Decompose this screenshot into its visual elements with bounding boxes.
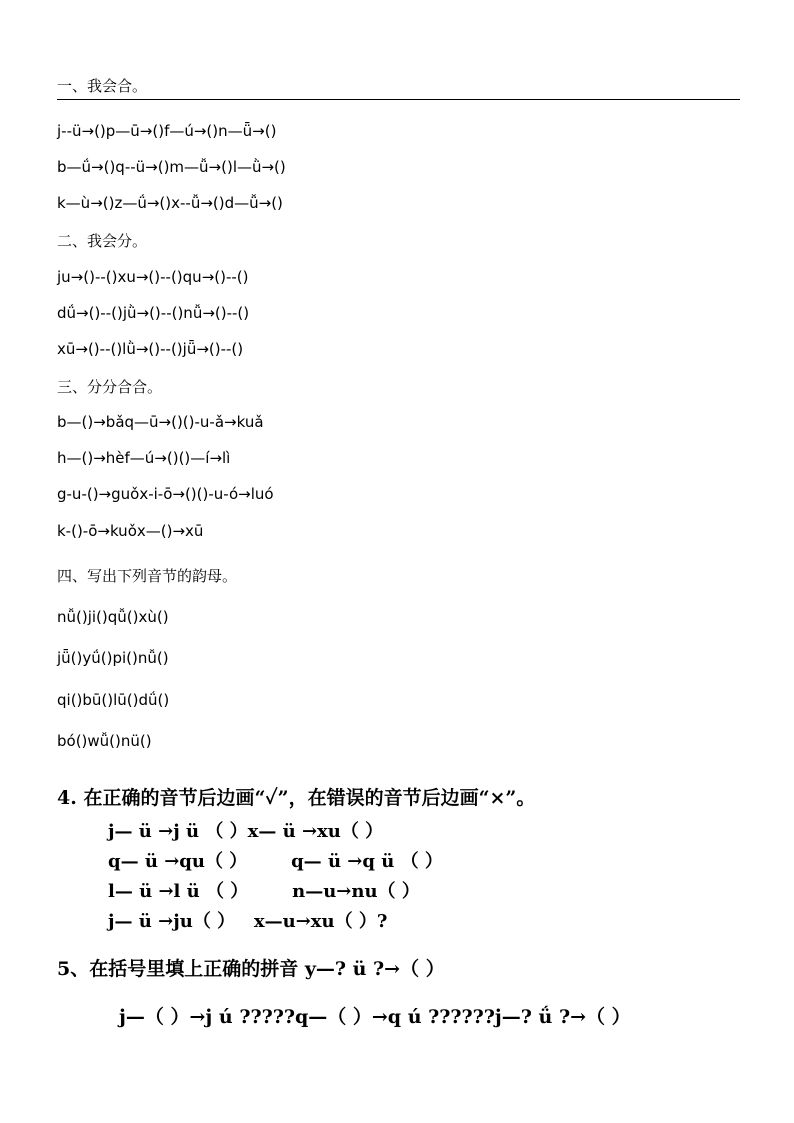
section2-line: ju→()--()xu→()--()qu→()--() xyxy=(57,268,249,286)
section4-line: qi()bū()lū()dǘ() xyxy=(57,691,170,709)
section1-title: 一、我会合。 xyxy=(57,77,148,95)
section1-line: k—ù→()z—ǘ→()x--ǚ→()d—ǚ→() xyxy=(57,194,283,212)
section4-line: jǖ()yǘ()pi()nǚ() xyxy=(57,649,169,667)
section1-line: b—ǘ→()q--ü→()m—ǚ→()l—ǜ→() xyxy=(57,158,286,176)
question5-line: j—（ ）→j ú ?????q—（ ）→q ú ??????j—? ǘ ?→（ ） xyxy=(119,1006,631,1028)
section3-line: g-u-()→guǒx-i-ō→()()-u-ó→luó xyxy=(57,485,274,503)
question4-line: j— ü →j ü （ ）x— ü →xu（ ） xyxy=(108,821,384,842)
question4-line: j— ü →ju（ ） x—u→xu（ ）? xyxy=(108,911,388,932)
section3-title: 三、分分合合。 xyxy=(57,378,163,396)
section4-line: nǚ()ji()qǚ()xù() xyxy=(57,608,169,626)
header-rule xyxy=(57,99,740,100)
section4-line: bó()wǚ()nü() xyxy=(57,732,152,750)
section4-title: 四、写出下列音节的韵母。 xyxy=(57,567,238,585)
question5-title: 5、在括号里填上正确的拼音 y—? ü ?→（ ） xyxy=(57,958,445,980)
section2-line: xū→()--()lǜ→()--()jǖ→()--() xyxy=(57,340,244,358)
question4-line: l— ü →l ü （ ） n—u→nu（ ） xyxy=(108,881,420,902)
section1-line: j--ü→()p—ū→()f—ú→()n—ǖ→() xyxy=(57,122,277,140)
question4-line: q— ü →qu（ ） q— ü →q ü （ ） xyxy=(108,851,443,872)
section2-line: dǘ→()--()jǜ→()--()nǚ→()--() xyxy=(57,304,250,322)
section3-line: k-()-ō→kuǒx—()→xū xyxy=(57,522,204,540)
section3-line: b—()→bǎq—ū→()()-u-ǎ→kuǎ xyxy=(57,413,264,431)
section3-line: h—()→hèf—ú→()()—í→lì xyxy=(57,449,231,467)
section2-title: 二、我会分。 xyxy=(57,232,148,250)
question4-title: 4. 在正确的音节后边画“✓”，在错误的音节后边画“×”。 xyxy=(57,787,536,809)
